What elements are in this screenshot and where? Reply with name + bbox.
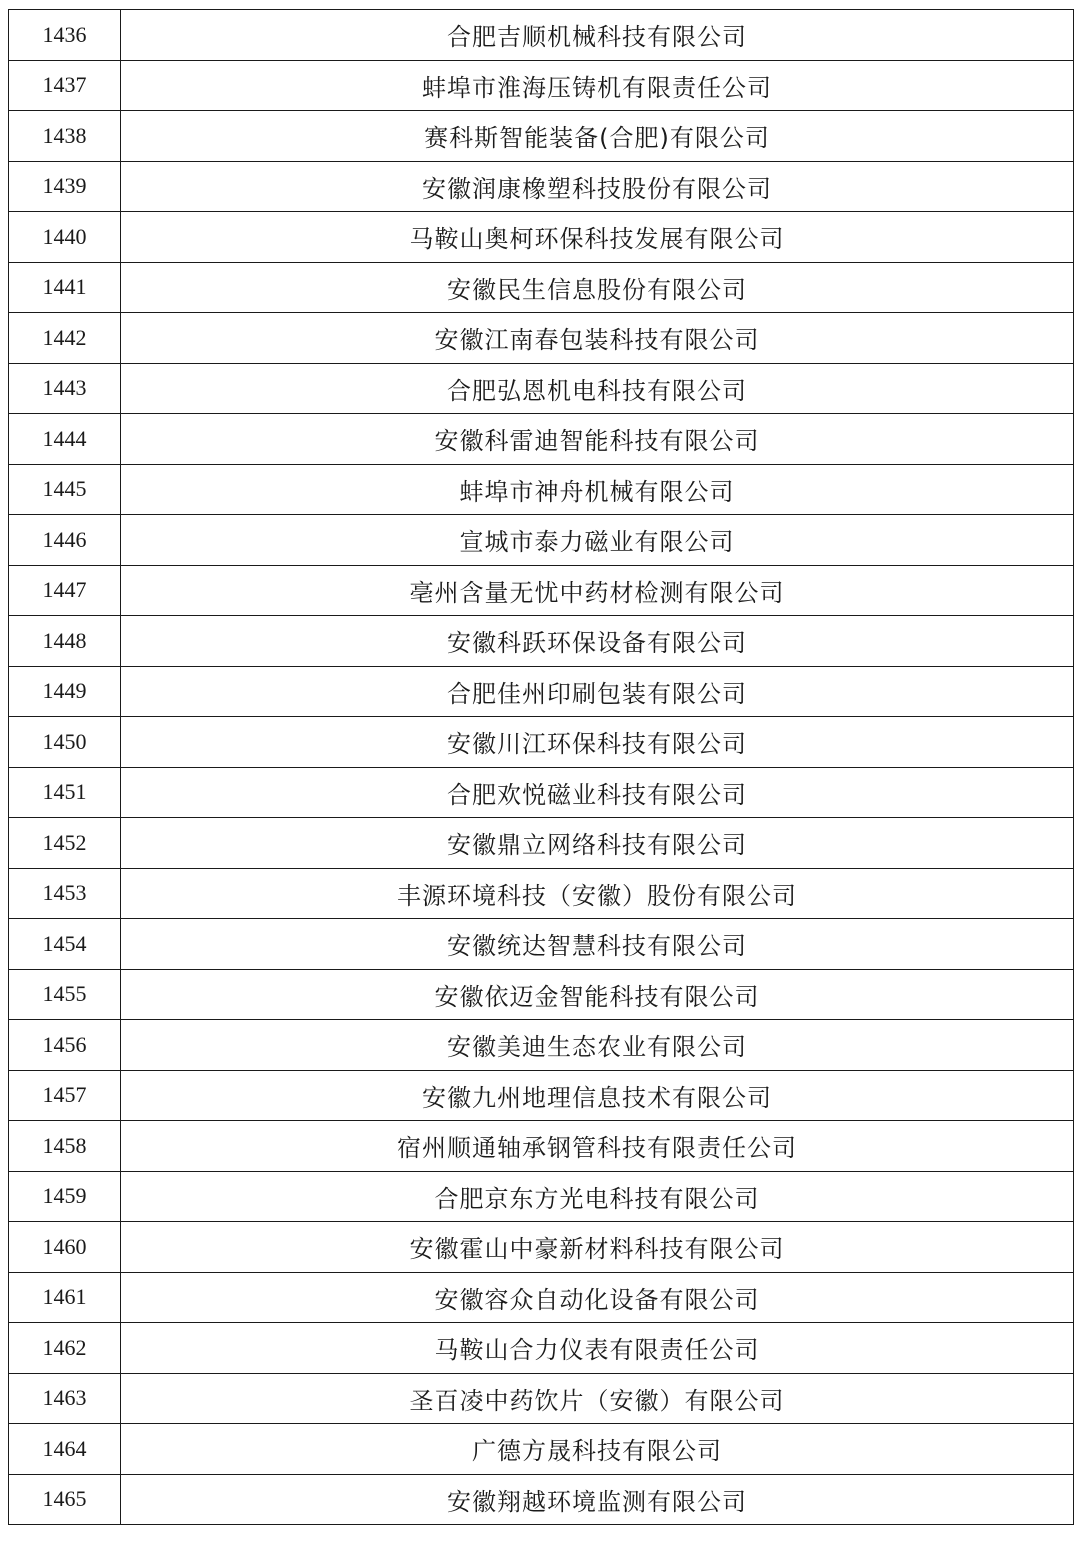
company-name: 马鞍山奥柯环保科技发展有限公司 (121, 212, 1074, 263)
company-name: 安徽鼎立网络科技有限公司 (121, 818, 1074, 869)
row-number: 1453 (9, 868, 121, 919)
row-number: 1464 (9, 1424, 121, 1475)
row-number: 1445 (9, 464, 121, 515)
table-row (9, 616, 1074, 667)
table-row (9, 1222, 1074, 1273)
company-table-body (9, 10, 1074, 1525)
document-page (8, 9, 1074, 1525)
company-name: 合肥弘恩机电科技有限公司 (121, 363, 1074, 414)
row-number: 1462 (9, 1323, 121, 1374)
table-row (9, 363, 1074, 414)
table-row (9, 60, 1074, 111)
table-row (9, 919, 1074, 970)
row-number: 1441 (9, 262, 121, 313)
row-number: 1442 (9, 313, 121, 364)
row-number: 1448 (9, 616, 121, 667)
table-row (9, 1121, 1074, 1172)
table-row (9, 717, 1074, 768)
row-number: 1439 (9, 161, 121, 212)
row-number: 1456 (9, 1020, 121, 1071)
row-number: 1454 (9, 919, 121, 970)
company-name: 赛科斯智能装备(合肥)有限公司 (121, 111, 1074, 162)
row-number: 1457 (9, 1070, 121, 1121)
row-number: 1447 (9, 565, 121, 616)
company-name: 宿州顺通轴承钢管科技有限责任公司 (121, 1121, 1074, 1172)
company-name: 安徽统达智慧科技有限公司 (121, 919, 1074, 970)
company-name: 合肥京东方光电科技有限公司 (121, 1171, 1074, 1222)
row-number: 1455 (9, 969, 121, 1020)
table-row (9, 414, 1074, 465)
company-name: 马鞍山合力仪表有限责任公司 (121, 1323, 1074, 1374)
row-number: 1444 (9, 414, 121, 465)
company-name: 丰源环境科技（安徽）股份有限公司 (121, 868, 1074, 919)
row-number: 1458 (9, 1121, 121, 1172)
table-row (9, 313, 1074, 364)
table-row (9, 10, 1074, 61)
row-number: 1449 (9, 666, 121, 717)
row-number: 1463 (9, 1373, 121, 1424)
company-table (8, 9, 1074, 1525)
row-number: 1443 (9, 363, 121, 414)
row-number: 1452 (9, 818, 121, 869)
table-row (9, 1272, 1074, 1323)
company-name: 合肥吉顺机械科技有限公司 (121, 10, 1074, 61)
company-name: 安徽民生信息股份有限公司 (121, 262, 1074, 313)
company-name: 合肥欢悦磁业科技有限公司 (121, 767, 1074, 818)
table-row (9, 1020, 1074, 1071)
row-number: 1450 (9, 717, 121, 768)
table-row (9, 1171, 1074, 1222)
row-number: 1438 (9, 111, 121, 162)
company-name: 安徽科雷迪智能科技有限公司 (121, 414, 1074, 465)
company-name: 亳州含量无忧中药材检测有限公司 (121, 565, 1074, 616)
table-row (9, 868, 1074, 919)
company-name: 宣城市泰力磁业有限公司 (121, 515, 1074, 566)
table-row (9, 161, 1074, 212)
table-row (9, 212, 1074, 263)
row-number: 1459 (9, 1171, 121, 1222)
table-row (9, 1474, 1074, 1525)
company-name: 广德方晟科技有限公司 (121, 1424, 1074, 1475)
table-row (9, 1373, 1074, 1424)
table-row (9, 1424, 1074, 1475)
company-name: 安徽川江环保科技有限公司 (121, 717, 1074, 768)
company-name: 安徽江南春包装科技有限公司 (121, 313, 1074, 364)
table-row (9, 767, 1074, 818)
row-number: 1460 (9, 1222, 121, 1273)
table-row (9, 1323, 1074, 1374)
row-number: 1446 (9, 515, 121, 566)
company-name: 安徽科跃环保设备有限公司 (121, 616, 1074, 667)
company-name: 蚌埠市淮海压铸机有限责任公司 (121, 60, 1074, 111)
row-number: 1436 (9, 10, 121, 61)
table-row (9, 262, 1074, 313)
company-name: 安徽美迪生态农业有限公司 (121, 1020, 1074, 1071)
table-row (9, 818, 1074, 869)
table-row (9, 111, 1074, 162)
row-number: 1461 (9, 1272, 121, 1323)
row-number: 1440 (9, 212, 121, 263)
company-name: 蚌埠市神舟机械有限公司 (121, 464, 1074, 515)
company-name: 安徽九州地理信息技术有限公司 (121, 1070, 1074, 1121)
company-name: 安徽润康橡塑科技股份有限公司 (121, 161, 1074, 212)
company-name: 安徽翔越环境监测有限公司 (121, 1474, 1074, 1525)
row-number: 1465 (9, 1474, 121, 1525)
row-number: 1451 (9, 767, 121, 818)
table-row (9, 1070, 1074, 1121)
table-row (9, 565, 1074, 616)
table-row (9, 969, 1074, 1020)
company-name: 安徽霍山中豪新材料科技有限公司 (121, 1222, 1074, 1273)
company-name: 圣百凌中药饮片（安徽）有限公司 (121, 1373, 1074, 1424)
company-name: 安徽容众自动化设备有限公司 (121, 1272, 1074, 1323)
company-name: 安徽依迈金智能科技有限公司 (121, 969, 1074, 1020)
table-row (9, 666, 1074, 717)
company-name: 合肥佳州印刷包装有限公司 (121, 666, 1074, 717)
row-number: 1437 (9, 60, 121, 111)
table-row (9, 515, 1074, 566)
table-row (9, 464, 1074, 515)
